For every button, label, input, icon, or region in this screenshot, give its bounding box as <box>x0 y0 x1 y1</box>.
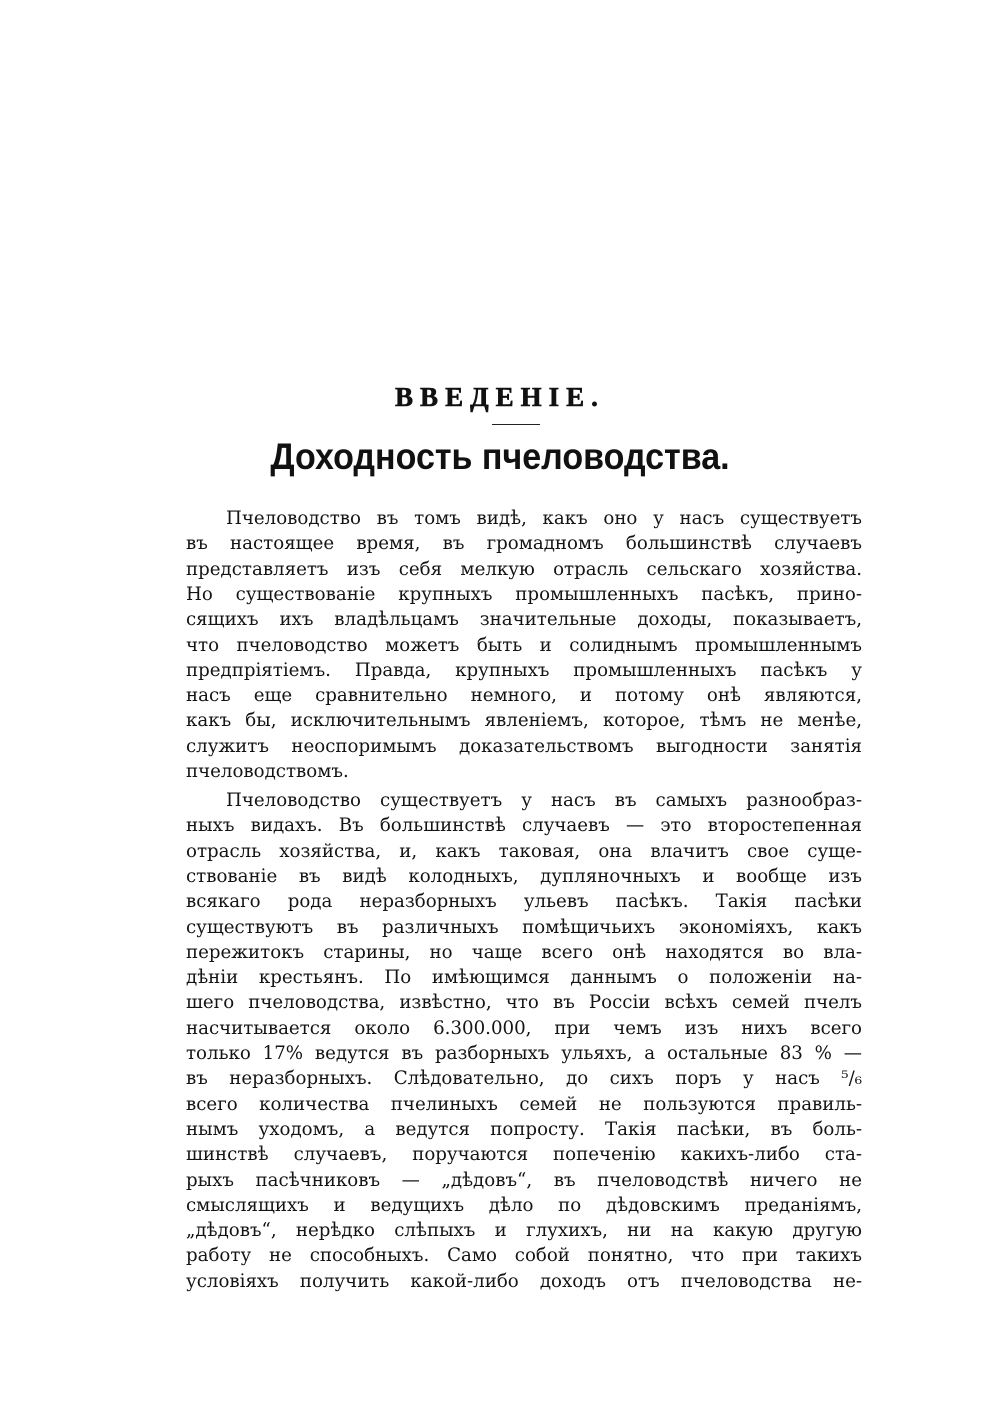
text-line: служитъ неоспоримымъ доказательствомъ выгодности занятія <box>186 735 862 757</box>
text-line: нымъ уходомъ, а ведутся попросту. Такія пасѣки, въ боль- <box>186 1118 862 1140</box>
text-line: только 17% ведутся въ разборныхъ ульяхъ, а остальные 83 % — <box>186 1043 862 1064</box>
text-line: шинствѣ случаевъ, поручаются попеченію какихъ-либо ста- <box>186 1144 862 1166</box>
text-line: ствованіе въ видѣ колодныхъ, дупляночныхъ и вообще изъ <box>186 865 862 887</box>
text-line: представляетъ изъ себя мелкую отрасль сельскаго хозяйства. <box>186 558 862 580</box>
heading-rule <box>492 424 540 425</box>
text-line: ныхъ видахъ. Въ большинствѣ случаевъ — это второстепенная <box>186 815 862 837</box>
text-line: Пчеловодство существуетъ у насъ въ самыхъ разнообраз- <box>226 790 862 811</box>
text-line: рыхъ пасѣчниковъ — „дѣдовъ“, въ пчеловодствѣ ничего не <box>186 1169 862 1191</box>
chapter-title: Доходность пчеловодства. <box>270 436 730 477</box>
text-line: существуютъ въ различныхъ помѣщичьихъ экономіяхъ, какъ <box>186 916 862 938</box>
text-line: сящихъ ихъ владѣльцамъ значительные доходы, показываетъ, <box>186 609 862 631</box>
text-line: работу не способныхъ. Само собой понятно, что при такихъ <box>186 1245 862 1267</box>
text-line: смыслящихъ и ведущихъ дѣло по дѣдовскимъ преданіямъ, <box>186 1194 862 1216</box>
text-line: Но существованіе крупныхъ промышленныхъ пасѣкъ, прино- <box>186 583 862 605</box>
text-line: что пчеловодство можетъ быть и солиднымъ промышленнымъ <box>186 634 862 656</box>
text-line: насъ еще сравнительно немного, и потому онѣ являются, <box>186 685 862 707</box>
text-line: насчитывается около 6.300.000, при чемъ изъ нихъ всего <box>186 1017 862 1039</box>
text-line: въ неразборныхъ. Слѣдовательно, до сихъ поръ у насъ ⁵/₆ <box>186 1068 862 1090</box>
text-line: шего пчеловодства, извѣстно, что въ Россіи всѣхъ семей пчелъ <box>186 992 862 1014</box>
text-line: пережитокъ старины, но чаще всего онѣ находятся во вла- <box>186 941 862 963</box>
text-line: пчеловодствомъ. <box>186 761 349 782</box>
text-line: „дѣдовъ“, нерѣдко слѣпыхъ и глухихъ, ни на какую другую <box>186 1220 862 1242</box>
text-line: въ настоящее время, въ громадномъ большинствѣ случаевъ <box>186 533 862 555</box>
text-line: всего количества пчелиныхъ семей не пользуются правиль- <box>186 1093 862 1115</box>
text-line: отрасль хозяйства, и, какъ таковая, она влачитъ свое суще- <box>186 840 862 862</box>
text-line: какъ бы, исключительнымъ явленіемъ, которое, тѣмъ не менѣе, <box>186 710 862 732</box>
text-line: дѣніи крестьянъ. По имѣющимся даннымъ о положеніи на- <box>186 967 862 989</box>
text-line: условіяхъ получить какой-либо доходъ отъ пчеловодства не- <box>186 1270 862 1292</box>
section-heading: ВВЕДЕНІЕ. <box>395 382 605 412</box>
text-line: предпріятіемъ. Правда, крупныхъ промышленныхъ пасѣкъ у <box>186 659 862 681</box>
text-line: всякаго рода неразборныхъ ульевъ пасѣкъ. Такія пасѣки <box>186 891 862 913</box>
text-line: Пчеловодство въ томъ видѣ, какъ оно у насъ существуетъ <box>226 508 862 529</box>
